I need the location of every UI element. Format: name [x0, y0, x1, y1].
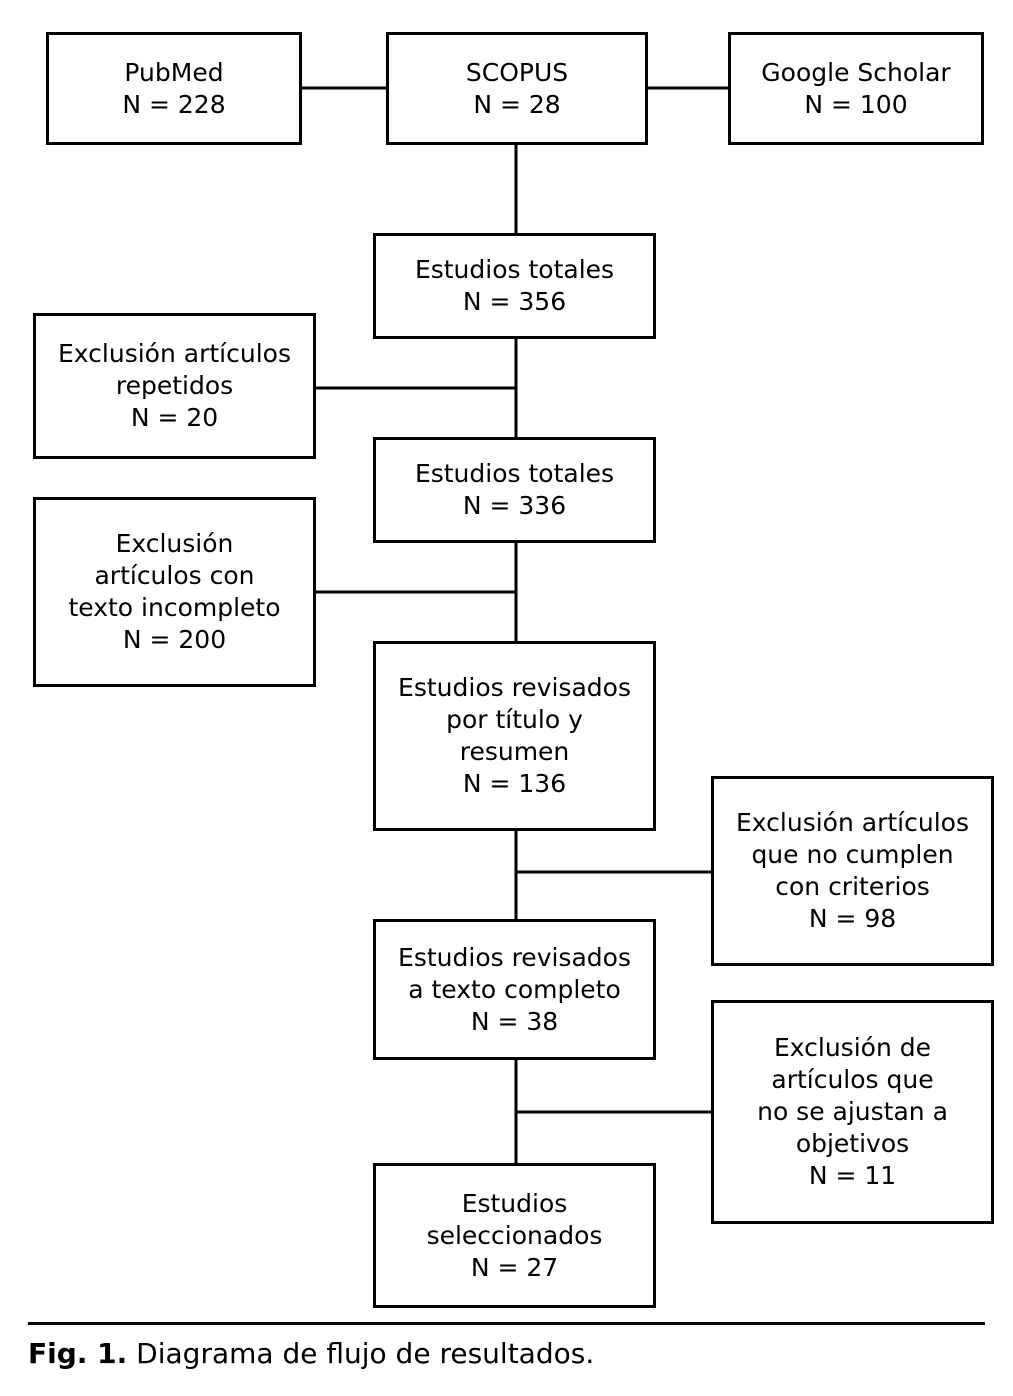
node-estudios-seleccionados-line2: seleccionados	[426, 1220, 603, 1250]
figure-caption-text: Diagrama de flujo de resultados.	[127, 1337, 595, 1370]
node-exclusion-objetivos-line4: objetivos	[795, 1129, 910, 1158]
node-exclusion-repetidos-line3: N = 20	[130, 403, 219, 432]
node-exclusion-objetivos-line5: N = 11	[808, 1161, 897, 1190]
node-estudios-totales-336-line2: N = 336	[462, 491, 567, 520]
node-revisados-texto-completo-line2: a texto completo	[408, 974, 621, 1004]
figure-caption-label: Fig. 1.	[28, 1337, 128, 1370]
caption-divider	[28, 1322, 985, 1325]
node-exclusion-texto-incompleto-line4: N = 200	[122, 625, 227, 654]
node-exclusion-criterios-line4: N = 98	[808, 904, 897, 933]
node-estudios-totales-336-line1: Estudios totales	[414, 459, 615, 488]
node-exclusion-criterios-line3: con criterios	[775, 872, 930, 901]
node-revisados-texto-completo-line1: Estudios revisados	[398, 942, 631, 972]
node-exclusion-repetidos	[33, 313, 316, 459]
node-exclusion-criterios	[711, 776, 994, 966]
node-exclusion-texto-incompleto-line2: artículos con	[94, 561, 255, 590]
node-google-scholar-line2: N = 100	[804, 89, 908, 119]
node-exclusion-texto-incompleto	[33, 497, 316, 687]
node-estudios-totales-336	[373, 437, 656, 543]
node-exclusion-objetivos-line3: no se ajustan a	[757, 1097, 948, 1126]
node-revisados-titulo-resumen	[373, 641, 656, 831]
node-pubmed-line2: N = 228	[122, 89, 226, 119]
node-estudios-seleccionados-line1: Estudios	[461, 1188, 568, 1218]
node-google-scholar-line1: Google Scholar	[761, 57, 951, 87]
node-pubmed	[46, 32, 302, 145]
node-estudios-totales-356-line2: N = 356	[462, 287, 567, 316]
node-google-scholar	[728, 32, 984, 145]
node-scopus-line2: N = 28	[473, 89, 561, 119]
node-exclusion-criterios-line1: Exclusión artículos	[736, 808, 969, 837]
node-revisados-titulo-resumen-line4: N = 136	[462, 769, 567, 798]
node-exclusion-objetivos	[711, 1000, 994, 1224]
node-exclusion-texto-incompleto-line1: Exclusión	[115, 529, 234, 558]
node-pubmed-line1: PubMed	[124, 57, 224, 87]
node-exclusion-repetidos-line1: Exclusión artículos	[58, 339, 291, 368]
node-revisados-titulo-resumen-line1: Estudios revisados	[398, 673, 631, 702]
node-exclusion-repetidos-line2: repetidos	[115, 371, 234, 400]
node-revisados-titulo-resumen-line3: resumen	[459, 737, 570, 766]
node-estudios-totales-356-line1: Estudios totales	[414, 255, 615, 284]
node-revisados-texto-completo	[373, 919, 656, 1060]
figure-caption	[28, 1337, 988, 1370]
node-exclusion-objetivos-line1: Exclusión de	[774, 1033, 931, 1062]
node-estudios-seleccionados-line3: N = 27	[470, 1252, 559, 1282]
node-revisados-titulo-resumen-line2: por título y	[446, 705, 583, 734]
node-exclusion-texto-incompleto-line3: texto incompleto	[68, 593, 281, 622]
node-revisados-texto-completo-line3: N = 38	[470, 1006, 559, 1036]
node-scopus	[386, 32, 648, 145]
node-estudios-totales-356	[373, 233, 656, 339]
node-scopus-line1: SCOPUS	[465, 57, 569, 87]
node-estudios-seleccionados	[373, 1163, 656, 1308]
node-exclusion-criterios-line2: que no cumplen	[751, 840, 954, 869]
node-exclusion-objetivos-line2: artículos que	[771, 1065, 934, 1094]
